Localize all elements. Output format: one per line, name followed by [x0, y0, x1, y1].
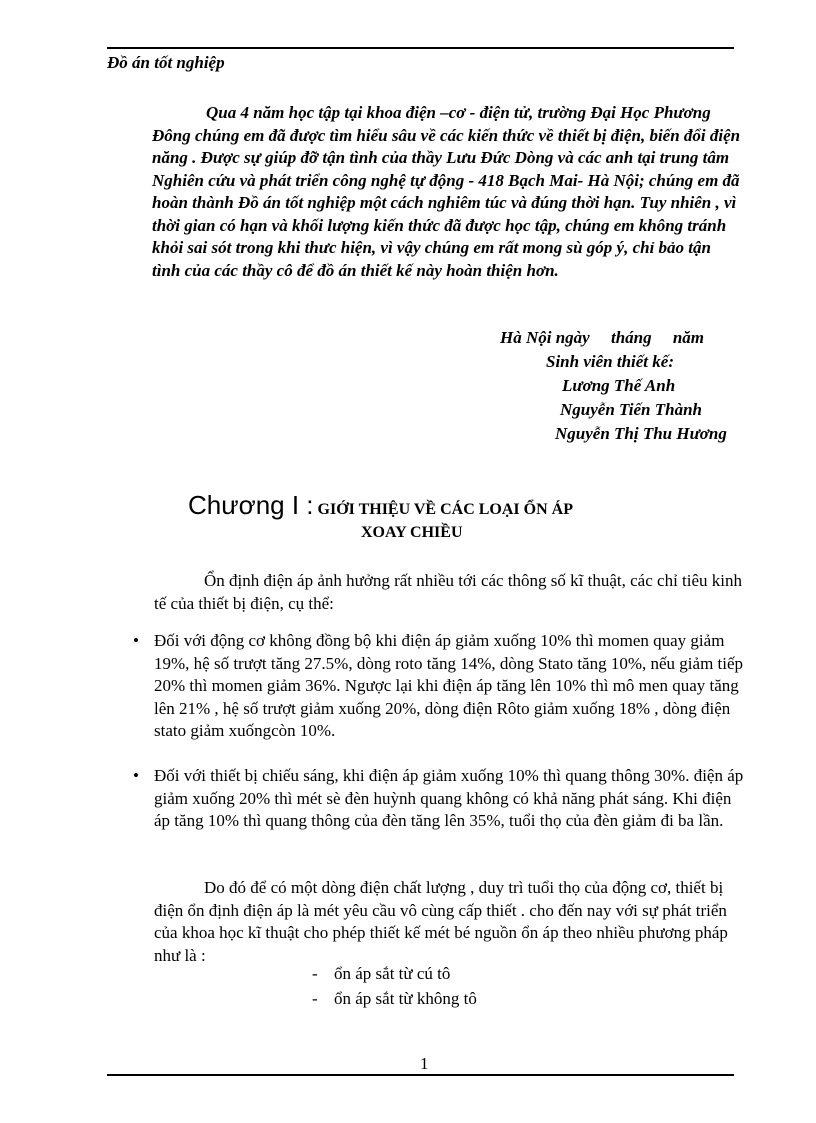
document-header: Đồ án tốt nghiệp [107, 53, 225, 72]
bullet-dot-icon: • [133, 766, 139, 785]
dash-list-item [312, 989, 477, 1009]
chapter-heading [188, 490, 573, 521]
chapter-title-line1: GIỚI THIỆU VỀ CÁC LOẠI ỔN ÁP [317, 501, 573, 518]
signature-name-3: Nguyễn Thị Thu Hương [555, 424, 727, 443]
bullet-text: Đối với động cơ không đồng bộ khi điện áp giảm xuống 10% thì momen quay giảm 19%, hệ số trượt tăng 27.5%, dòng roto tăng 14%, dòng Stato tăng 10%, nếu giảm tiếp 20% thì momen giảm 36%. Ngược lại khi điện áp tăng lên 10% thì mô men quay tăng lên 21% , hệ số trượt giảm xuống 20%, dòng điện Rôto giảm xuống 18% , dòng điện stato giảm xuốngcòn 10%. [154, 631, 744, 740]
dash-list-item [312, 964, 450, 984]
bullet-dot-icon: • [133, 631, 139, 650]
dash-marker-icon: - [312, 989, 318, 1008]
intro-paragraph: Qua 4 năm học tập tại khoa điện –cơ - điện tử, trường Đại Học Phương Đông chúng em đã được tìm hiểu sâu về các kiến thức về thiết bị điện, biến đổi điện năng . Được sự giúp đỡ tận tình của thầy Lưu Đức Dòng và các anh tại trung tâm Nghiên cứu và phát triển công nghệ tự động - 418 Bạch Mai- Hà Nội; chúng em đã hoàn thành Đồ án tốt nghiệp một cách nghiêm túc và đúng thời hạn. Tuy nhiên , vì thời gian có hạn và khối lượng kiến thức đã được học tập, chúng em không tránh khỏi sai sót trong khi thưc hiện, vì vậy chúng em rất mong sù góp ý, chỉ bảo tận tình của các thầy cô để đồ án thiết kế này hoàn thiện hơn. [152, 103, 741, 280]
signature-name-2: Nguyễn Tiến Thành [560, 400, 703, 419]
header-rule [107, 47, 734, 49]
signature-role: Sinh viên thiết kế: [546, 352, 674, 371]
signature-name-1: Lương Thế Anh [562, 376, 676, 395]
intro-section [152, 102, 742, 282]
dash-list-text: ổn áp sắt từ không tô [334, 989, 477, 1008]
body-paragraph-1: Ổn định điện áp ảnh hưởng rất nhiều tới các thông số kĩ thuật, các chỉ tiêu kinh tế của thiết bị điện, cụ thể: [154, 571, 743, 613]
chapter-label: Chương I : [188, 490, 314, 520]
page-number: 1 [420, 1054, 429, 1073]
dash-marker-icon: - [312, 964, 318, 983]
bullet-item [133, 630, 744, 743]
footer-rule [107, 1074, 734, 1076]
body-paragraph-2: Do đó để có một dòng điện chất lượng , duy trì tuổi thọ của động cơ, thiết bị điện ổn định điện áp là mét yêu cầu vô cùng cấp thiết . cho đến nay với sự phát triển của khoa học kĩ thuật cho phép thiết kế mét bé nguồn ổn áp theo nhiều phương pháp như là : [154, 878, 728, 965]
bullet-item [133, 765, 744, 833]
signature-date: Hà Nội ngày tháng năm [500, 328, 705, 347]
bullet-text: Đối với thiết bị chiếu sáng, khi điện áp giảm xuống 10% thì quang thông 30%. điện áp giảm xuống 20% thì mét sè đèn huỳnh quang không có khả năng phát sáng. Khi điện áp tăng 10% thì quang thông của đèn tăng lên 35%, tuổi thọ của đèn giảm đi ba lần. [154, 766, 744, 830]
dash-list-text: ổn áp sắt từ cú tô [334, 964, 451, 983]
chapter-title-line2: XOAY CHIỀU [361, 524, 463, 541]
